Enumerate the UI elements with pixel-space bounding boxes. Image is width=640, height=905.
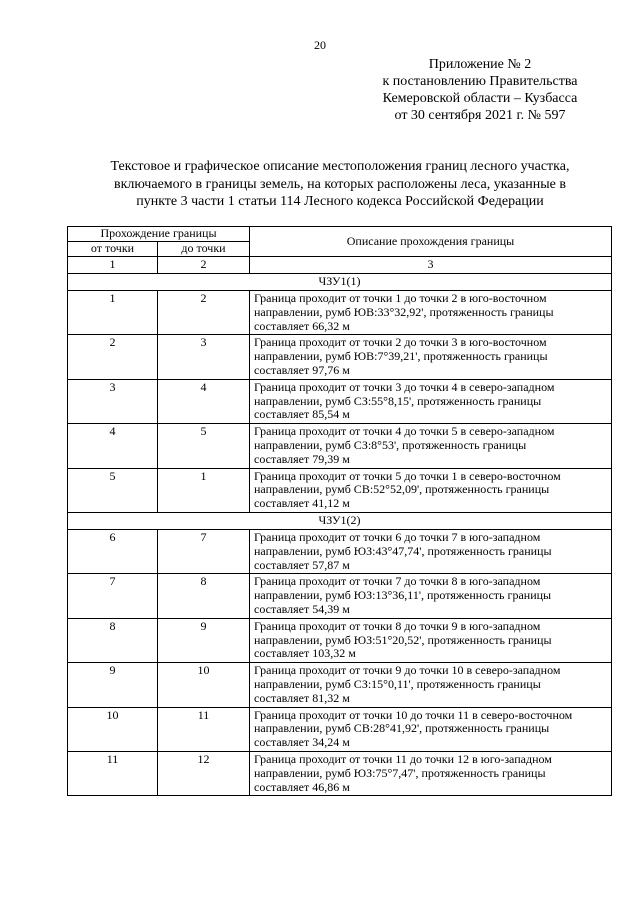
appendix-line: Приложение № 2 <box>428 57 532 72</box>
table-row <box>68 529 612 573</box>
header-description: Описание прохождения границы <box>250 227 612 257</box>
table-row <box>68 707 612 751</box>
description-line: Граница проходит от точки 8 до точки 9 в юго-западном <box>254 618 541 633</box>
section-name: ЧЗУ1(1) <box>68 274 612 291</box>
description-line: Граница проходит от точки 1 до точки 2 в юго-восточном <box>254 291 547 305</box>
table-row <box>68 618 612 662</box>
description-line: Граница проходит от точки 7 до точки 8 в юго-западном <box>254 574 541 589</box>
boundary-description <box>250 574 612 618</box>
from-point: 11 <box>68 751 158 795</box>
from-point: 10 <box>68 707 158 751</box>
to-point: 5 <box>158 424 250 468</box>
description-line: составляет 41,12 м <box>254 496 350 511</box>
to-point: 12 <box>158 751 250 795</box>
title-line: Текстовое и графическое описание местоположения границ лесного участка, <box>110 159 570 174</box>
table-row <box>68 574 612 618</box>
description-line: направлении, румб СЗ:8°53', протяженность границы <box>254 437 527 452</box>
boundary-description <box>250 529 612 573</box>
from-point: 2 <box>68 335 158 379</box>
table-row <box>68 379 612 423</box>
from-point: 8 <box>68 618 158 662</box>
to-point: 3 <box>158 335 250 379</box>
title-line: пункте 3 части 1 статьи 114 Лесного кодекса Российской Федерации <box>136 194 544 209</box>
description-line: составляет 54,39 м <box>254 601 350 616</box>
description-line: составляет 85,54 м <box>254 407 350 422</box>
description-line: составляет 34,24 м <box>254 735 350 750</box>
from-point: 1 <box>68 291 158 335</box>
header-to: до точки <box>158 242 250 257</box>
description-line: составляет 66,32 м <box>254 318 350 333</box>
from-point: 6 <box>68 529 158 573</box>
from-point: 5 <box>68 468 158 512</box>
boundary-description <box>250 751 612 795</box>
document-title <box>60 158 620 211</box>
table-row <box>68 335 612 379</box>
description-line: Граница проходит от точки 3 до точки 4 в северо-западном <box>254 379 555 394</box>
description-line: направлении, румб СЗ:15°0,11', протяженность границы <box>254 676 541 691</box>
description-line: Граница проходит от точки 9 до точки 10 в северо-западном <box>254 663 561 678</box>
description-line: составляет 81,32 м <box>254 690 350 705</box>
header-row <box>68 227 612 242</box>
boundary-table <box>67 226 612 796</box>
to-point: 9 <box>158 618 250 662</box>
page-number: 20 <box>314 38 326 52</box>
description-line: направлении, румб СЗ:55°8,15', протяженность границы <box>254 393 542 408</box>
appendix-line: от 30 сентября 2021 г. № 597 <box>394 108 566 123</box>
boundary-description <box>250 707 612 751</box>
appendix-line: к постановлению Правительства <box>382 74 578 89</box>
description-line: Граница проходит от точки 10 до точки 11 в северо-восточном <box>254 707 573 722</box>
description-line: направлении, румб СВ:52°52,09', протяженность границы <box>254 482 550 497</box>
section-row <box>68 274 612 291</box>
table-row <box>68 663 612 707</box>
to-point: 11 <box>158 707 250 751</box>
description-line: направлении, румб ЮЗ:75°7,47', протяженность границы <box>254 765 546 780</box>
description-line: направлении, румб СВ:28°41,92', протяженность границы <box>254 721 550 736</box>
description-line: Граница проходит от точки 2 до точки 3 в юго-восточном <box>254 335 547 350</box>
table-row <box>68 424 612 468</box>
description-line: направлении, румб ЮЗ:43°47,74', протяженность границы <box>254 543 552 558</box>
to-point: 10 <box>158 663 250 707</box>
table-row <box>68 291 612 335</box>
description-line: Граница проходит от точки 11 до точки 12 в юго-западном <box>254 751 552 766</box>
description-line: Граница проходит от точки 6 до точки 7 в юго-западном <box>254 529 541 544</box>
column-index: 1 <box>68 257 158 274</box>
boundary-description <box>250 424 612 468</box>
boundary-description <box>250 291 612 335</box>
column-index: 3 <box>250 257 612 274</box>
description-line: направлении, румб ЮЗ:51°20,52', протяженность границы <box>254 632 552 647</box>
column-index-row <box>68 257 612 274</box>
description-line: составляет 79,39 м <box>254 451 350 466</box>
from-point: 7 <box>68 574 158 618</box>
description-line: направлении, румб ЮВ:33°32,92', протяженность границы <box>254 304 554 319</box>
from-point: 9 <box>68 663 158 707</box>
description-line: составляет 103,32 м <box>254 646 356 661</box>
column-index: 2 <box>158 257 250 274</box>
section-name: ЧЗУ1(2) <box>68 512 612 529</box>
to-point: 1 <box>158 468 250 512</box>
header-from: от точки <box>68 242 158 257</box>
description-line: составляет 57,87 м <box>254 557 350 572</box>
description-line: направлении, румб ЮВ:7°39,21', протяженность границы <box>254 349 548 364</box>
to-point: 2 <box>158 291 250 335</box>
from-point: 3 <box>68 379 158 423</box>
boundary-description <box>250 663 612 707</box>
to-point: 8 <box>158 574 250 618</box>
description-line: Граница проходит от точки 4 до точки 5 в северо-западном <box>254 424 555 439</box>
to-point: 4 <box>158 379 250 423</box>
from-point: 4 <box>68 424 158 468</box>
table-row <box>68 751 612 795</box>
boundary-description <box>250 379 612 423</box>
description-line: составляет 97,76 м <box>254 362 350 377</box>
boundary-description <box>250 335 612 379</box>
title-line: включаемого в границы земель, на которых расположены леса, указанные в <box>113 176 567 192</box>
appendix-block <box>360 56 600 124</box>
description-line: составляет 46,86 м <box>254 779 350 794</box>
to-point: 7 <box>158 529 250 573</box>
boundary-description <box>250 618 612 662</box>
description-line: направлении, румб ЮЗ:13°36,11', протяженность границы <box>254 588 552 603</box>
appendix-line: Кемеровской области – Кузбасса <box>382 91 578 106</box>
description-line: Граница проходит от точки 5 до точки 1 в северо-восточном <box>254 468 561 483</box>
section-row <box>68 512 612 529</box>
table-row <box>68 468 612 512</box>
header-passage: Прохождение границы <box>68 227 250 242</box>
boundary-description <box>250 468 612 512</box>
